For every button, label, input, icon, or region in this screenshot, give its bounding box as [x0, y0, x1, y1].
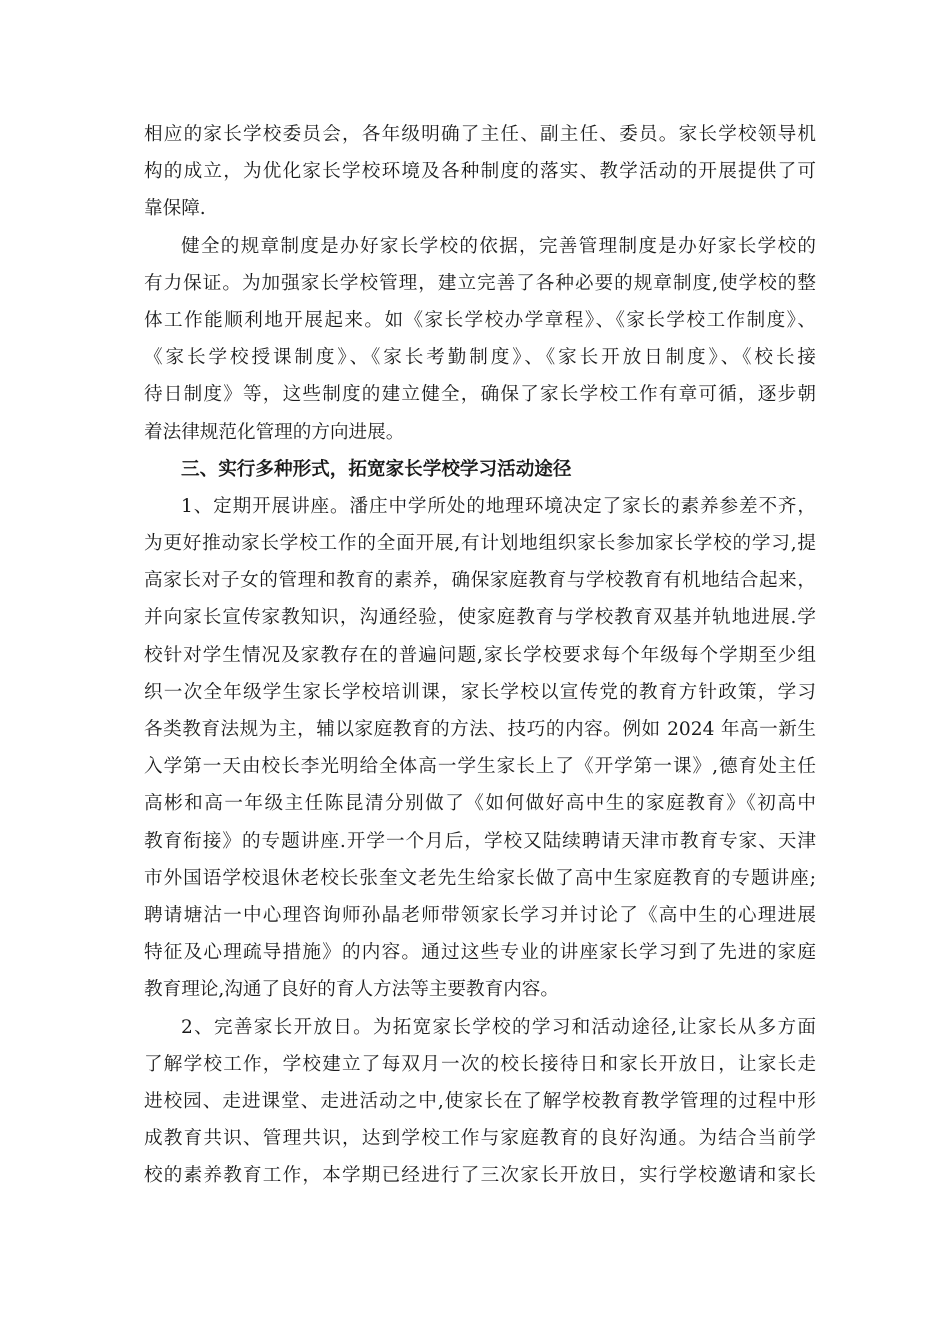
text-line: 了解学校工作，学校建立了每双月一次的校长接待日和家长开放日，让家长走 [144, 1053, 816, 1075]
text-line: 有力保证。为加强家长学校管理，建立完善了各种必要的规章制度,使学校的整 [144, 272, 816, 294]
section-heading: 三、实行多种形式，拓宽家长学校学习活动途径 [181, 458, 572, 480]
text-line: 2、完善家长开放日。为拓宽家长学校的学习和活动途径,让家长从多方面 [181, 1016, 816, 1038]
text-line: 着法律规范化管理的方向进展。 [144, 421, 405, 443]
text-line: 特征及心理疏导措施》的内容。通过这些专业的讲座家长学习到了先进的家庭 [144, 942, 816, 964]
text-line: 织一次全年级学生家长学校培训课，家长学校以宣传党的教育方针政策，学习 [144, 681, 816, 703]
text-line: 高彬和高一年级主任陈昆清分别做了《如何做好高中生的家庭教育》《初高中 [144, 793, 816, 815]
text-line: 市外国语学校退休老校长张奎文老先生给家长做了高中生家庭教育的专题讲座; [144, 867, 816, 889]
text-line: 构的成立，为优化家长学校环境及各种制度的落实、教学活动的开展提供了可 [144, 161, 816, 183]
text-line: 校的素养教育工作，本学期已经进行了三次家长开放日，实行学校邀请和家长 [144, 1165, 816, 1187]
text-line: 待日制度》等，这些制度的建立健全，确保了家长学校工作有章可循，逐步朝 [144, 384, 816, 406]
document-body [144, 116, 816, 1194]
text-line: 各类教育法规为主，辅以家庭教育的方法、技巧的内容。例如 2024 年高一新生 [144, 719, 816, 740]
text-line: 高家长对子女的管理和教育的素养，确保家庭教育与学校教育有机地结合起来， [144, 570, 816, 592]
text-line: 教育理论,沟通了良好的育人方法等主要教育内容。 [144, 979, 559, 1001]
text-line: 入学第一天由校长李光明给全体高一学生家长上了《开学第一课》,德育处主任 [144, 756, 816, 778]
text-line: 校针对学生情况及家教存在的普遍问题,家长学校要求每个年级每个学期至少组 [144, 644, 816, 666]
text-line: 靠保障. [144, 198, 206, 220]
text-line: 1、定期开展讲座。潘庄中学所处的地理环境决定了家长的素养参差不齐， [181, 495, 816, 517]
text-line: 并向家长宣传家教知识，沟通经验，使家庭教育与学校教育双基并轨地进展.学 [144, 607, 816, 629]
text-line: 成教育共识、管理共识，达到学校工作与家庭教育的良好沟通。为结合当前学 [144, 1128, 816, 1150]
text-line: 相应的家长学校委员会，各年级明确了主任、副主任、委员。家长学校领导机 [144, 124, 816, 145]
text-line: 进校园、走进课堂、走进活动之中,使家长在了解学校教育教学管理的过程中形 [144, 1090, 816, 1112]
text-line: 教育衔接》的专题讲座.开学一个月后，学校又陆续聘请天津市教育专家、天津 [144, 830, 816, 852]
text-line: 健全的规章制度是办好家长学校的依据，完善管理制度是办好家长学校的 [181, 235, 816, 257]
text-line: 《家长学校授课制度》、《家长考勤制度》、《家长开放日制度》、《校长接 [144, 347, 816, 369]
text-line: 体工作能顺利地开展起来。如《家长学校办学章程》、《家长学校工作制度》、 [144, 309, 816, 331]
text-line: 为更好推动家长学校工作的全面开展,有计划地组织家长参加家长学校的学习,提 [144, 533, 816, 555]
text-line: 聘请塘沽一中心理咨询师孙晶老师带领家长学习并讨论了《高中生的心理进展 [144, 904, 816, 926]
